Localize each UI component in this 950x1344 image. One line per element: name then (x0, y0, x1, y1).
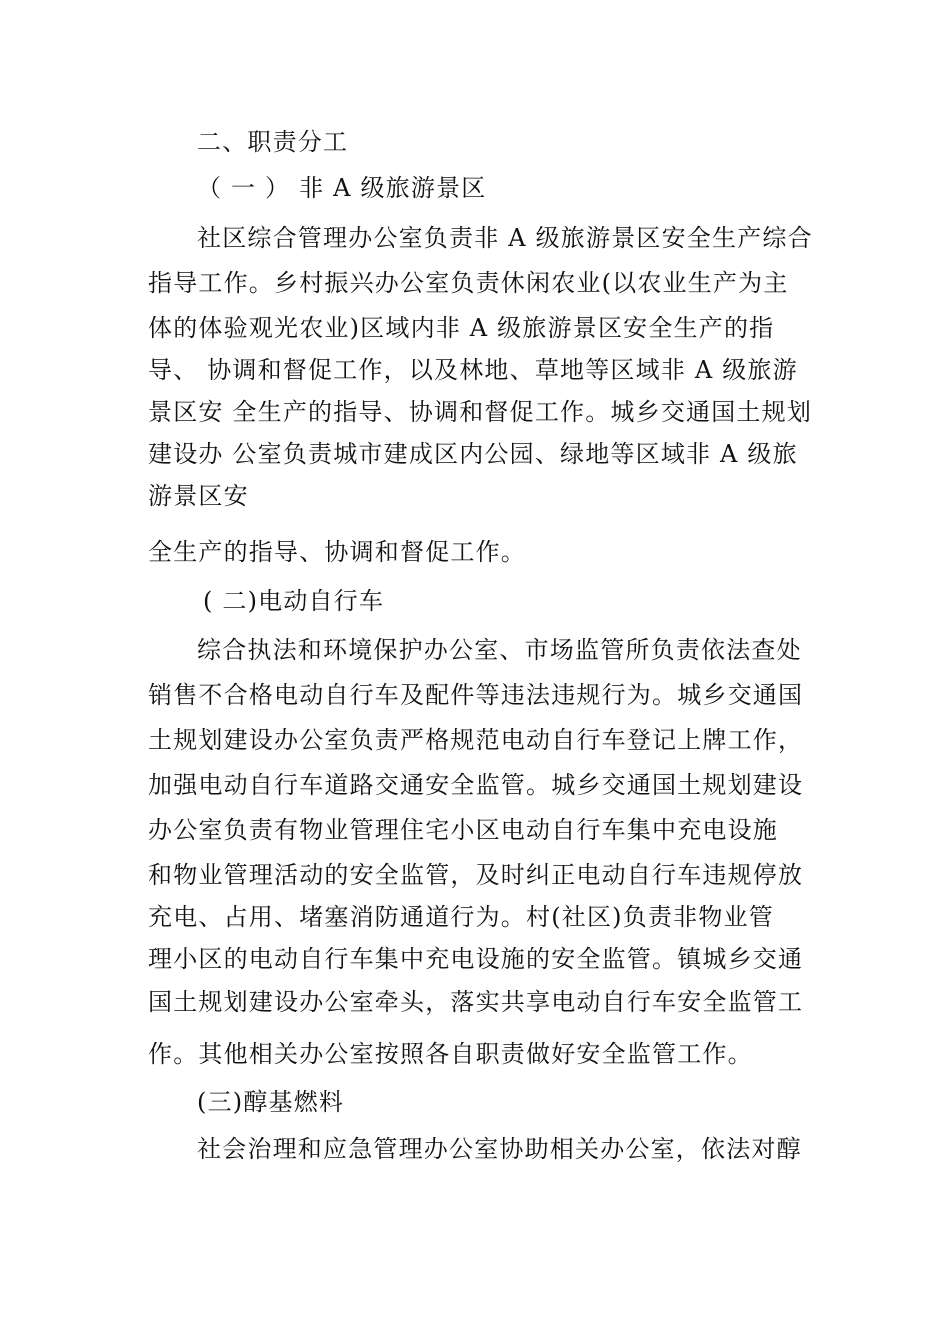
paragraph-line: 理小区的电动自行车集中充电设施的安全监管。镇城乡交通 (148, 945, 804, 973)
paragraph-line: 和物业管理活动的安全监管，及时纠正电动自行车违规停放 (148, 861, 804, 889)
paragraph-line: 作。其他相关办公室按照各自职责做好安全监管工作。 (148, 1040, 753, 1068)
paragraph-line: 办公室负责有物业管理住宅小区电动自行车集中充电设施 (148, 816, 778, 844)
subsection-3-title: (三)醇基燃料 (197, 1088, 345, 1116)
paragraph-line: 加强电动自行车道路交通安全监管。城乡交通国土规划建设 (148, 771, 804, 799)
paragraph-line: 销售不合格电动自行车及配件等违法违规行为。城乡交通国 (148, 681, 804, 709)
subsection-2-title: ( 二)电动自行车 (203, 587, 385, 615)
paragraph-line: 国土规划建设办公室牵头，落实共享电动自行车安全监管工 (148, 988, 804, 1016)
paragraph-line: 游景区安 (148, 482, 249, 510)
paragraph-line: 土规划建设办公室负责严格规范电动自行车登记上牌工作， (148, 726, 804, 754)
paragraph-line: 景区安 全生产的指导、协调和督促工作。城乡交通国土规划 (148, 398, 813, 426)
paragraph-line: 导、 协调和督促工作，以及林地、草地等区域非 A 级旅游 (148, 356, 798, 384)
section-title: 二、职责分工 (197, 128, 349, 156)
paragraph-line: 体的体验观光农业)区域内非 A 级旅游景区安全生产的指 (148, 314, 775, 342)
paragraph-line: 全生产的指导、协调和督促工作。 (148, 538, 526, 566)
subsection-1-title: （ 一 ） 非 A 级旅游景区 (197, 174, 487, 202)
paragraph-line: 充电、占用、堵塞消防通道行为。村(社区)负责非物业管 (148, 903, 774, 931)
paragraph-line: 社会治理和应急管理办公室协助相关办公室，依法对醇 (197, 1135, 802, 1163)
paragraph-line: 综合执法和环境保护办公室、市场监管所负责依法查处 (197, 636, 802, 664)
paragraph-line: 建设办 公室负责城市建成区内公园、绿地等区域非 A 级旅 (148, 440, 798, 468)
paragraph-line: 指导工作。乡村振兴办公室负责休闲农业(以农业生产为主 (148, 269, 789, 297)
paragraph-line: 社区综合管理办公室负责非 A 级旅游景区安全生产综合 (197, 224, 813, 252)
